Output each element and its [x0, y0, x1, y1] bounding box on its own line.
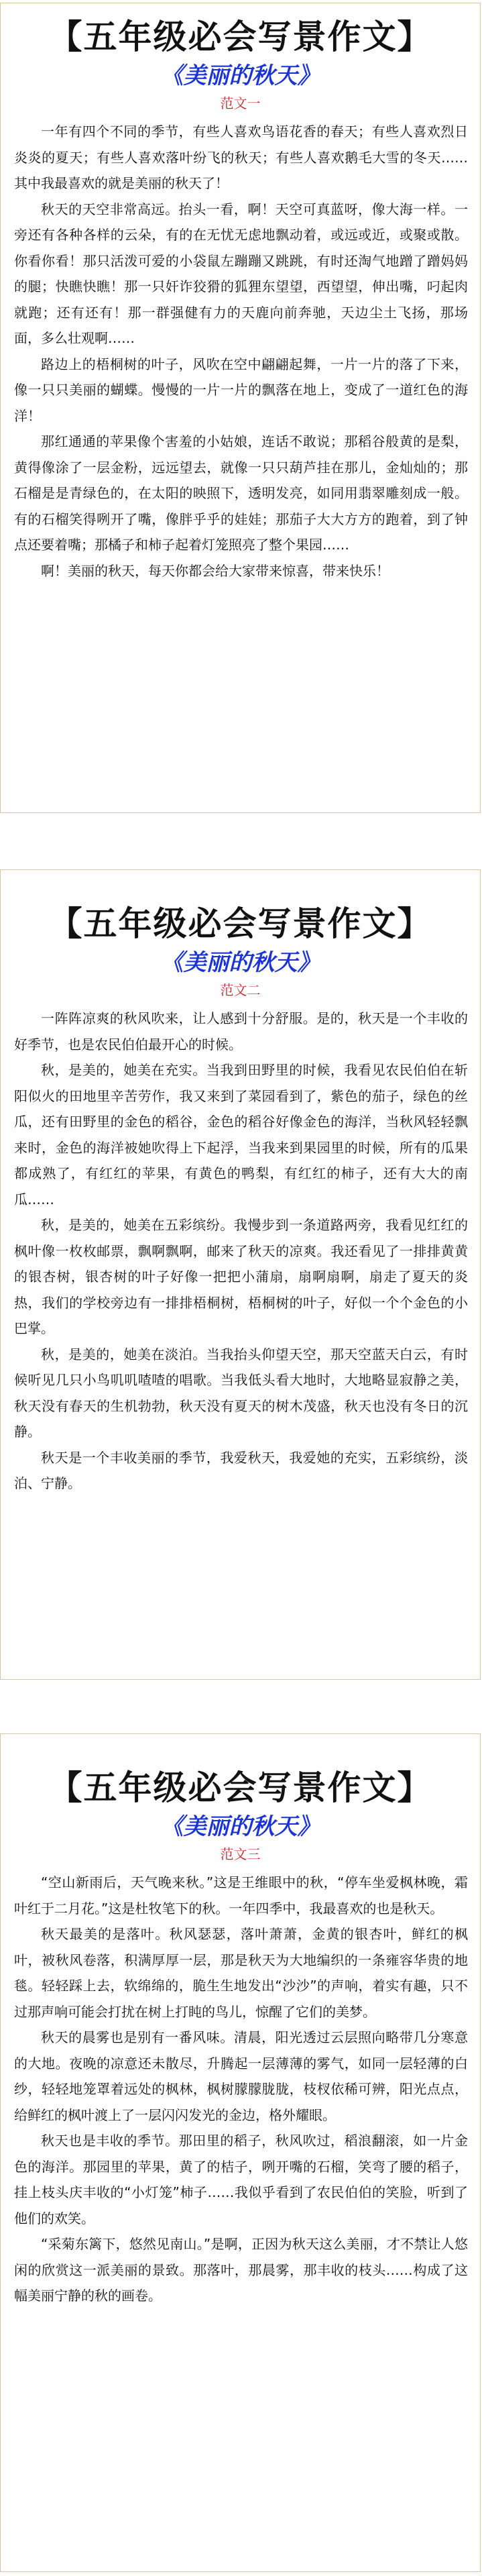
essay-card-1	[0, 3, 481, 813]
essay-paragraph: 秋天也是丰收的季节。那田里的稻子，秋风吹过，稻浪翻滚，如一片金色的海洋。那园里的苹果，黄了的桔子，咧开嘴的石榴，笑弯了腰的稻子，挂上枝头庆丰收的“小灯笼”柿子……我似乎看到了农民伯伯的笑脸，听到了他们的欢笑。	[14, 2133, 468, 2226]
essay-label: 范文三	[220, 1846, 261, 1862]
essay-paragraph: 秋天最美的是落叶。秋风瑟瑟，落叶萧萧，金黄的银杏叶，鲜红的枫叶，被秋风卷落，积满厚厚一层，那是秋天为大地编织的一条雍容华贵的地毯。轻轻踩上去，软绵绵的，脆生生地发出“沙沙”的声响，着实有趣，只不过那声响可能会打扰在树上打盹的鸟儿，惊醒了它们的美梦。	[14, 1926, 468, 2020]
card-subtitle: 《美丽的秋天》	[160, 949, 320, 976]
essay-body	[1, 1006, 480, 1497]
essay-paragraph: 那红通通的苹果像个害羞的小姑娘，连话不敢说；那稻谷般黄的是梨，黄得像涂了一层金粉，远远望去，就像一只只葫芦挂在那儿，金灿灿的；那石榴是是青绿色的，在太阳的映照下，透明发亮，如同用翡翠雕刻成一般。有的石榴笑得咧开了嘴，像胖乎乎的娃娃；那茄子大大方方的跑着，到了钟点还要着嘴；那橘子和柿子起着灯笼照亮了整个果园……	[14, 433, 468, 553]
essay-label: 范文一	[220, 95, 261, 111]
essay-card-2	[0, 869, 481, 1680]
card-title: 【五年级必会写景作文】	[48, 17, 432, 56]
essay-paragraph: 秋，是美的，她美在充实。当我到田野里的时候，我看见农民伯伯在斩阳似火的田地里辛苦劳作，我又来到了菜园看到了，紫色的茄子，绿色的丝瓜，还有田野里的金色的稻谷，金色的稻谷好像金色的海洋，当秋风轻轻飘来时，金色的海洋被她吹得上下起浮，当我来到果园里的时候，所有的瓜果都成熟了，有红红的苹果，有黄色的鸭梨，有红红的柿子，还有大大的南瓜……	[14, 1062, 468, 1208]
card-subtitle: 《美丽的秋天》	[160, 62, 320, 89]
essay-paragraph: “采菊东篱下，悠然见南山。”是啊，正因为秋天这么美丽，才不禁让人悠闲的欣赏这一派美丽的景致。那落叶，那晨雾，那丰收的枝头……构成了这幅美丽宁静的秋的画卷。	[14, 2236, 468, 2304]
essay-card-3	[0, 1733, 481, 2572]
essay-paragraph: 秋，是美的，她美在淡泊。当我抬头仰望天空，那天空蓝天白云，有时候听见几只小鸟叽叽喳喳的唱歌。当我低头看大地时，大地略显寂静之美，秋天没有春天的生机勃勃，秋天没有夏天的树木茂盛，秋天也没有冬日的沉静。	[14, 1346, 468, 1440]
essay-body	[1, 1870, 480, 2309]
essay-paragraph: 秋，是美的，她美在五彩缤纷。我慢步到一条道路两旁，我看见红红的枫叶像一枚枚邮票，飘啊飘啊，邮来了秋天的凉爽。我还看见了一排排黄黄的银杏树，银杏树的叶子好像一把把小蒲扇，扇啊扇啊，扇走了夏天的炎热，我们的学校旁边有一排排梧桐树，梧桐树的叶子，好似一个个金色的小巴掌。	[14, 1217, 468, 1336]
essay-paragraph: 啊！美丽的秋天，每天你都会给大家带来惊喜，带来快乐！	[41, 562, 389, 579]
essay-paragraph: 秋天是一个丰收美丽的季节，我爱秋天，我爱她的充实，五彩缤纷，淡泊、宁静。	[14, 1449, 468, 1491]
card-subtitle: 《美丽的秋天》	[160, 1813, 320, 1840]
essay-paragraph: 秋天的晨雾也是别有一番风味。清晨，阳光透过云层照向略带几分寒意的大地。夜晚的凉意还未散尽，升腾起一层薄薄的雾气，如同一层轻薄的白纱，轻轻地笼罩着远处的枫林，枫树朦朦胧胧，枝杈依稀可辨，阳光点点，给鲜红的枫叶渡上了一层闪闪发光的金边，格外耀眼。	[14, 2029, 468, 2123]
essay-paragraph: 一阵阵凉爽的秋风吹来，让人感到十分舒服。是的，秋天是一个丰收的好季节，也是农民伯伯最开心的时候。	[14, 1010, 468, 1053]
essay-paragraph: 一年有四个不同的季节，有些人喜欢鸟语花香的春天；有些人喜欢烈日炎炎的夏天；有些人喜欢落叶纷飞的秋天；有些人喜欢鹅毛大雪的冬天……其中我最喜欢的就是美丽的秋天了！	[14, 123, 468, 191]
essay-label: 范文二	[220, 982, 261, 998]
essay-paragraph: 路边上的梧桐树的叶子，风吹在空中翩翩起舞，一片一片的落了下来，像一只只美丽的蝴蝶。慢慢的一片一片的飘落在地上，变成了一道红色的海洋！	[14, 356, 468, 424]
essay-paragraph: “空山新雨后，天气晚来秋。”这是王维眼中的秋，“停车坐爱枫林晚，霜叶红于二月花。”这是杜牧笔下的秋。一年四季中，我最喜欢的也是秋天。	[14, 1874, 468, 1917]
essay-paragraph: 秋天的天空非常高远。抬头一看，啊！天空可真蓝呀，像大海一样。一旁还有各种各样的云朵，有的在无忧无虑地飘动着，或远或近，或聚或散。你看你看！那只活泼可爱的小袋鼠左蹦蹦又跳跳，有时还淘气地蹭了蹭妈妈的腿；快瞧快瞧！那一只奸诈狡猾的狐狸东望望，西望望，伸出嘴，叼起肉就跑；还有还有！那一群强健有力的天鹿向前奔驰，天边尘土飞扬，那场面，多么壮观啊……	[14, 201, 468, 346]
essay-body	[1, 119, 480, 584]
card-title: 【五年级必会写景作文】	[48, 1768, 432, 1807]
card-title: 【五年级必会写景作文】	[48, 904, 432, 943]
